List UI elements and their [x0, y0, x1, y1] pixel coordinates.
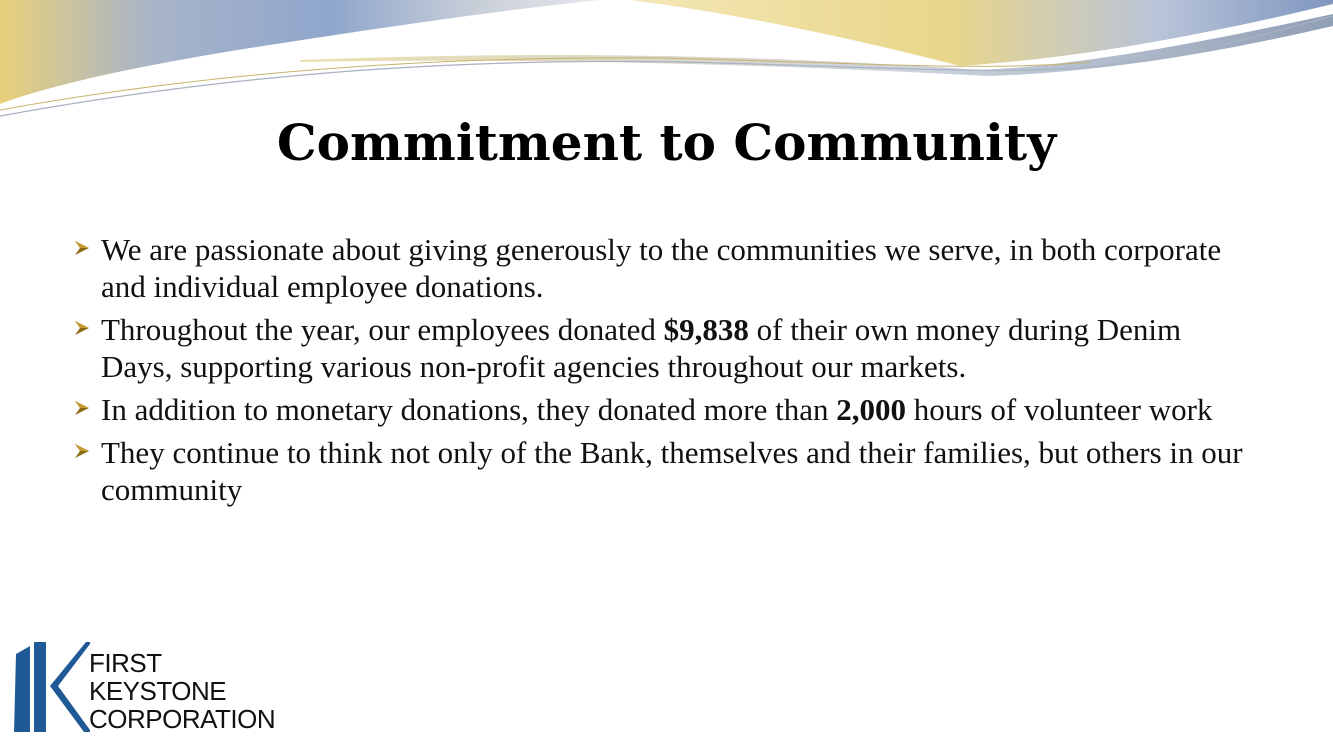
logo-wordmark — [89, 649, 275, 733]
bullet-text: of their own money during Denim Days, supporting various non-profit agencies throughout our markets. — [101, 312, 1182, 384]
logo-line-keystone: KEYSTONE — [89, 676, 227, 706]
keystone-k-logo-icon — [14, 640, 92, 734]
bullet-text: In addition to monetary donations, they donated more than — [101, 392, 837, 427]
bullet-text: They continue to think not only of the Bank, themselves and their families, but others in our community — [101, 435, 1243, 507]
slide-title: Commitment to Community — [276, 113, 1057, 172]
bullet-text: We are passionate about giving generously to the communities we serve, in both corporate and individual employee donations. — [101, 232, 1222, 304]
bullet-item — [72, 311, 1252, 385]
arrow-bullet-icon — [72, 318, 92, 338]
volunteer-hours: 2,000 — [836, 392, 906, 427]
arrow-bullet-icon — [72, 398, 92, 418]
arrow-bullet-icon — [72, 441, 92, 461]
bullet-list — [72, 231, 1252, 514]
logo-line-first: FIRST — [89, 648, 162, 678]
bullet-item — [72, 231, 1252, 305]
bullet-item — [72, 434, 1252, 508]
bullet-item — [72, 391, 1252, 428]
bullet-text: hours of volunteer work — [905, 392, 1213, 427]
logo-line-corporation: CORPORATION — [89, 704, 276, 734]
arrow-bullet-icon — [72, 238, 92, 258]
company-logo — [14, 640, 294, 736]
bullet-text: Throughout the year, our employees donated — [101, 312, 664, 347]
donation-amount: $9,838 — [663, 312, 749, 347]
